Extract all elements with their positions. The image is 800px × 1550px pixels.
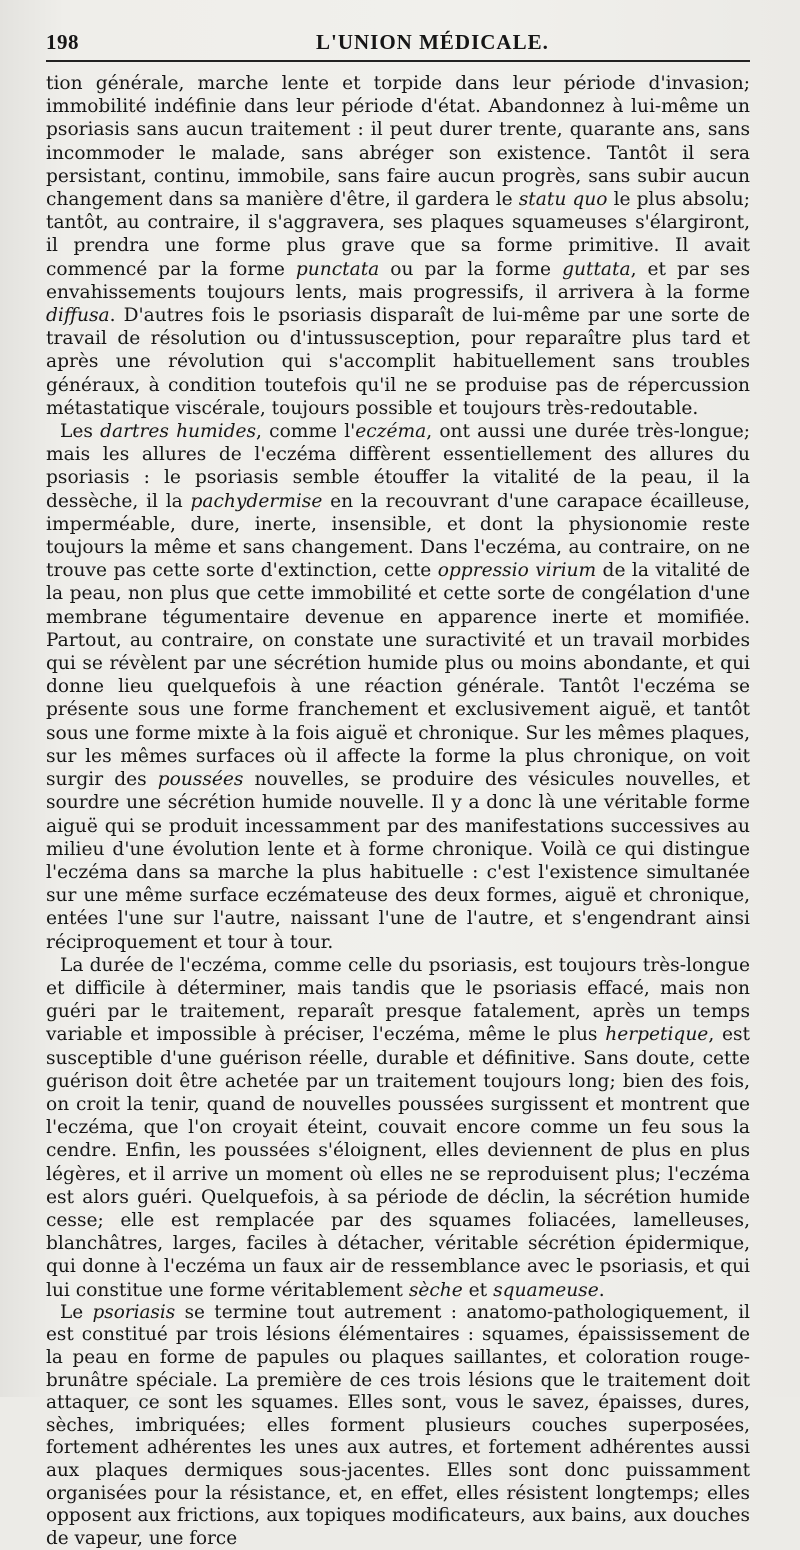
italic-term: pachydermise [190,490,323,512]
text-run: et [462,1279,494,1301]
text-run: , ont aussi une durée très-longue; mais les allures de l'eczéma diffèrent essentiellement des allures du psoriasis : le psoriasis semble étouffer la vitalité de la peau, il la dessèche, il la [46,421,750,512]
text-run: ou par la forme [379,258,563,280]
italic-term: herpetique [605,1024,709,1046]
paragraph [46,72,750,420]
paragraph [46,1302,750,1550]
text-run: le plus absolu; tantôt, au contraire, il s'aggravera, ses plaques squameuses s'élargiront, il prendra une forme plus grave que sa forme primitive. Il avait commencé par la forme [46,189,750,280]
text-run: de la vitalité de la peau, non plus que cette immobilité et cette sorte de congélation d'une membrane tégumentaire devenue en apparence inerte et momifiée. Partout, au contraire, on constate une suractivité et un travail morbides qui se révèlent par une sécrétion humide plus ou moins abondante, et qui donne lieu quelquefois à une réaction générale. Tantôt l'eczéma se présente sous une forme franchement et exclusivement aiguë, et tantôt sous une forme mixte à la fois aiguë et chronique. Sur les mêmes plaques, sur les mêmes surfaces où il affecte la forme la plus chronique, on voit surgir des [46,560,751,791]
text-run: . [598,1279,605,1301]
italic-term: psoriasis [92,1301,176,1323]
text-run: , est susceptible d'une guérison réelle, durable et définitive. Sans doute, cette guérison doit être achetée par un traitement toujours long; bien des fois, on croit la tenir, quand de nouvelles poussées surgissent et montrent que l'eczéma, que l'on croyait éteint, couvait encore comme un feu sous la cendre. Enfin, les poussées s'éloignent, elles deviennent de plus en plus légères, et il arrive un moment où elles ne se reproduisent plus; l'eczéma est alors guéri. Quelquefois, à sa période de déclin, la sécrétion humide cesse; elle est remplacée par des squames foliacées, lamelleuses, blanchâtres, larges, faciles à détacher, véritable sécrétion épidermique, qui donne à l'eczéma un faux air de ressemblance avec le psoriasis, et qui lui constitue une forme véritablement [46,1024,750,1301]
italic-term: poussées [157,769,244,791]
text-run: La durée de l'eczéma, comme celle du psoriasis, est toujours très-longue et difficile à déterminer, mais tandis que le psoriasis effacé, mais non guéri par le traitement, reparaît presque fatalement, après un temps variable et impossible à préciser, l'eczéma, même le plus [46,954,750,1046]
italic-term: dartres humides [100,421,257,443]
paragraph [46,420,750,954]
text-run: , et par ses envahissements toujours lents, mais progressifs, il arrivera à la forme [46,258,750,303]
page-number: 198 [46,30,79,54]
running-head [46,22,750,54]
paragraph [46,954,750,1302]
text-run: Les [60,421,101,443]
text-run: , comme l' [256,421,356,443]
text-run: tion générale, marche lente et torpide dans leur période d'invasion; immobilité indéfinie dans leur période d'état. Abandonnez à lui-même un psoriasis sans aucun traitement : il peut durer trente, quarante ans, sans incommoder le malade, sans abréger son existence. Tantôt il sera persistant, continu, immobile, sans faire aucun progrès, sans subir aucun changement dans sa manière d'être, il gardera le [46,73,750,211]
text-run: en la recouvrant d'une carapace écailleuse, imperméable, dure, inerte, insensible, et dont la physionomie reste toujours la même et sans changement. Dans l'eczéma, au contraire, on ne trouve pas cette sorte d'extinction, cette [46,490,750,582]
italic-term: squameuse [493,1279,599,1301]
journal-title: L'UNION MÉDICALE. [316,30,549,54]
italic-term: oppressio virium [437,560,597,582]
text-run: se termine tout autrement : anatomo-pathologiquement, il est constitué par trois lésions élémentaires : squames, épaississement de la peau en forme de papules ou plaques saillantes, et coloration rouge-brunâtre spéciale. La première de ces trois lésions que le traitement doit attaquer, ce sont les squames. Elles sont, vous le savez, épaisses, dures, sèches, imbriquées; elles forment plusieurs couches superposées, fortement adhérentes les unes aux autres, et fortement adhérentes aussi aux plaques dermiques sous-jacentes. Elles sont donc puissamment organisées pour la résistance, et, en effet, elles résistent longtemps; elles opposent aux frictions, aux topiques modificateurs, aux bains, aux douches de vapeur, une force [46,1301,750,1549]
text-run: nouvelles, se produire des vésicules nouvelles, et sourdre une sécrétion humide nouvelle. Il y a donc là une véritable forme aiguë qui se produit incessamment par des manifestations successives au milieu d'une évolution lente et à forme chronique. Voilà ce qui distingue l'eczéma dans sa marche la plus habituelle : c'est l'existence simultanée sur une même surface eczémateuse des deux formes, aiguë et chronique, entées l'une sur l'autre, naissant l'une de l'autre, et s'engendrant ainsi réciproquement et tour à tour. [46,769,750,953]
italic-term: sèche [408,1279,463,1301]
italic-term: diffusa [46,305,110,327]
text-run: . D'autres fois le psoriasis disparaît de lui-même par une sorte de travail de résolution ou d'intussusception, pour reparaître plus tard et après une révolution qui s'accomplit habituellement sans troubles généraux, à condition toutefois qu'il ne se produise pas de répercussion métastatique viscérale, toujours possible et toujours très-redoutable. [46,305,750,419]
header-rule [46,60,750,62]
italic-term: guttata [562,258,631,280]
italic-term: punctata [295,258,380,280]
text-run: Le [60,1301,93,1323]
italic-term: eczéma [355,421,427,443]
article-body [46,72,750,1550]
italic-term: statu quo [518,189,608,211]
